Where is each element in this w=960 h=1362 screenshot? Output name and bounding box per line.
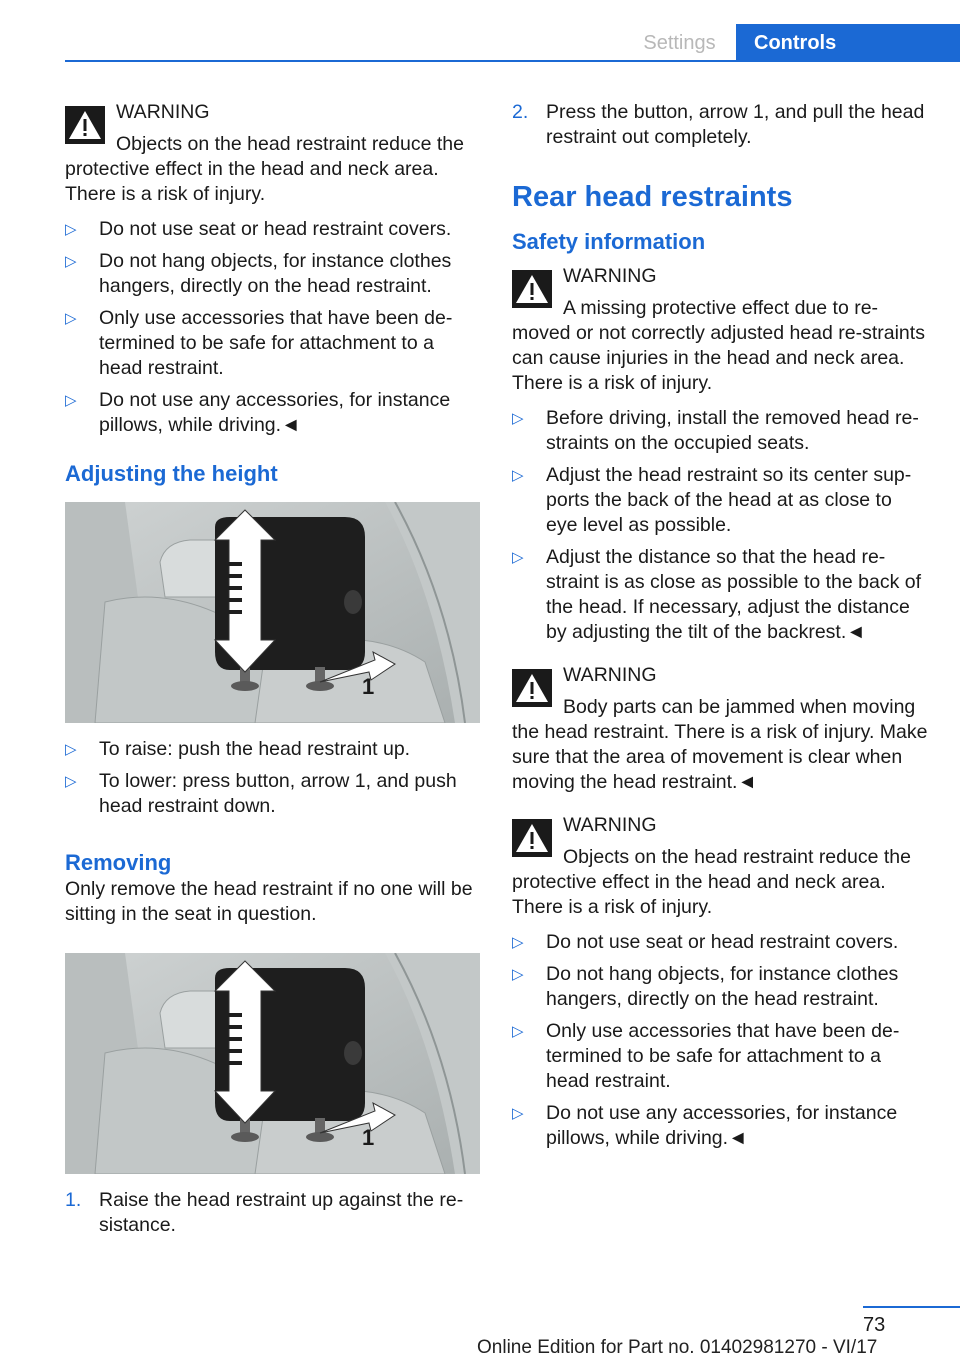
right-column — [512, 100, 928, 1158]
header-rule — [65, 60, 736, 62]
bullet-list-cautions — [65, 217, 480, 438]
step-text: Press the button, arrow 1, and pull the head restraint out completely. — [546, 101, 925, 148]
header-chapter-controls: Controls — [736, 24, 960, 62]
warning-text-first-line: Objects on the head restraint reduce the — [116, 133, 464, 155]
triangle-bullet-icon: ▷ — [65, 310, 77, 327]
warning-text-first-line: Body parts can be jammed when moving — [563, 696, 916, 718]
list-item: ▷ Do not use any accessories, for instance pillows, while driving.◄ — [512, 1102, 898, 1149]
warning-box-missing-effect — [512, 264, 928, 396]
list-item — [65, 1188, 480, 1238]
step-number: 2. — [512, 101, 529, 123]
numbered-steps-right — [512, 100, 928, 150]
triangle-bullet-icon: ▷ — [512, 410, 524, 427]
warning-title: WARNING — [563, 814, 657, 836]
list-item: ▷ Do not use any accessories, for instance pillows, while driving.◄ — [65, 389, 451, 436]
warning-box-objects — [65, 100, 480, 207]
list-item: ▷ Adjust the head restraint so its center sup-ports the back of the head at as close to eye level as possible. — [512, 464, 912, 536]
edition-text: Online Edition for Part no. 01402981270 - VI/17 — [477, 1337, 878, 1358]
triangle-bullet-icon: ▷ — [512, 1023, 524, 1040]
list-item: ▷ Only use accessories that have been de-termined to be safe for attachment to a head restraint. — [65, 307, 453, 379]
warning-triangle-icon — [65, 106, 105, 144]
list-item: ▷ Do not use seat or head restraint covers. — [512, 931, 899, 953]
triangle-bullet-icon: ▷ — [512, 467, 524, 484]
figure-head-restraint-adjust — [65, 502, 480, 723]
heading-removing: Removing — [65, 850, 172, 875]
figure-callout-1: 1 — [362, 1125, 375, 1150]
list-item: ▷ To raise: push the head restraint up. — [65, 738, 411, 760]
heading-safety-information: Safety information — [512, 229, 706, 254]
warning-title: WARNING — [563, 265, 657, 287]
warning-text: moved or not correctly adjusted head re-straints can cause injuries in the head and neck area. There is a risk of injury. — [512, 322, 925, 394]
warning-text: the head restraint. There is a risk of injury. Make sure that the area of movement is clear when moving the head restraint.◄ — [512, 721, 928, 793]
list-item: ▷ Do not use seat or head restraint covers. — [65, 218, 452, 240]
triangle-bullet-icon: ▷ — [512, 549, 524, 566]
warning-title: WARNING — [116, 101, 210, 123]
heading-rear-head-restraints: Rear head restraints — [512, 181, 793, 213]
footer-rule — [863, 1306, 960, 1308]
list-item: ▷ Before driving, install the removed head re-straints on the occupied seats. — [512, 407, 919, 454]
triangle-bullet-icon: ▷ — [65, 253, 77, 270]
removing-text: Only remove the head restraint if no one will be sitting in the seat in question. — [65, 878, 473, 925]
bullet-list-raise-lower — [65, 737, 480, 819]
warning-text: protective effect in the head and neck area. There is a risk of injury. — [512, 871, 886, 918]
triangle-bullet-icon: ▷ — [65, 221, 77, 238]
warning-box-objects — [512, 813, 928, 920]
triangle-bullet-icon: ▷ — [512, 1105, 524, 1122]
step-text: Raise the head restraint up against the re-sistance. — [99, 1189, 464, 1236]
warning-triangle-icon — [512, 270, 552, 308]
list-item: ▷ Do not hang objects, for instance clothes hangers, directly on the head restraint. — [512, 963, 899, 1010]
heading-adjusting-height: Adjusting the height — [65, 461, 278, 486]
list-item: ▷ Adjust the distance so that the head re-straint is as close as possible to the back of the head. If necessary, adjust the distance by adjusting the tilt of the backrest.◄ — [512, 546, 922, 643]
page-header — [0, 24, 960, 62]
figure-callout-1: 1 — [362, 674, 375, 699]
warning-triangle-icon — [512, 819, 552, 857]
warning-text-first-line: A missing protective effect due to re- — [563, 297, 879, 319]
warning-triangle-icon — [512, 669, 552, 707]
triangle-bullet-icon: ▷ — [512, 934, 524, 951]
triangle-bullet-icon: ▷ — [512, 966, 524, 983]
bullet-list-cautions — [512, 930, 928, 1151]
figure-head-restraint-remove — [65, 953, 480, 1174]
triangle-bullet-icon: ▷ — [65, 741, 77, 758]
list-item: ▷ To lower: press button, arrow 1, and push head restraint down. — [65, 770, 457, 817]
warning-box-jammed — [512, 663, 928, 795]
warning-text-first-line: Objects on the head restraint reduce the — [563, 846, 911, 868]
left-column — [65, 100, 480, 1245]
warning-text: protective effect in the head and neck area. There is a risk of injury. — [65, 158, 439, 205]
triangle-bullet-icon: ▷ — [65, 773, 77, 790]
page-number: 73 — [863, 1314, 886, 1336]
step-number: 1. — [65, 1189, 82, 1211]
triangle-bullet-icon: ▷ — [65, 392, 77, 409]
warning-title: WARNING — [563, 664, 657, 686]
list-item: ▷ Only use accessories that have been de-termined to be safe for attachment to a head restraint. — [512, 1020, 900, 1092]
numbered-steps-left — [65, 1188, 480, 1238]
list-item: ▷ Do not hang objects, for instance clothes hangers, directly on the head restraint. — [65, 250, 452, 297]
bullet-list-safety — [512, 406, 928, 645]
header-section-settings: Settings — [643, 32, 716, 54]
list-item — [512, 100, 928, 150]
